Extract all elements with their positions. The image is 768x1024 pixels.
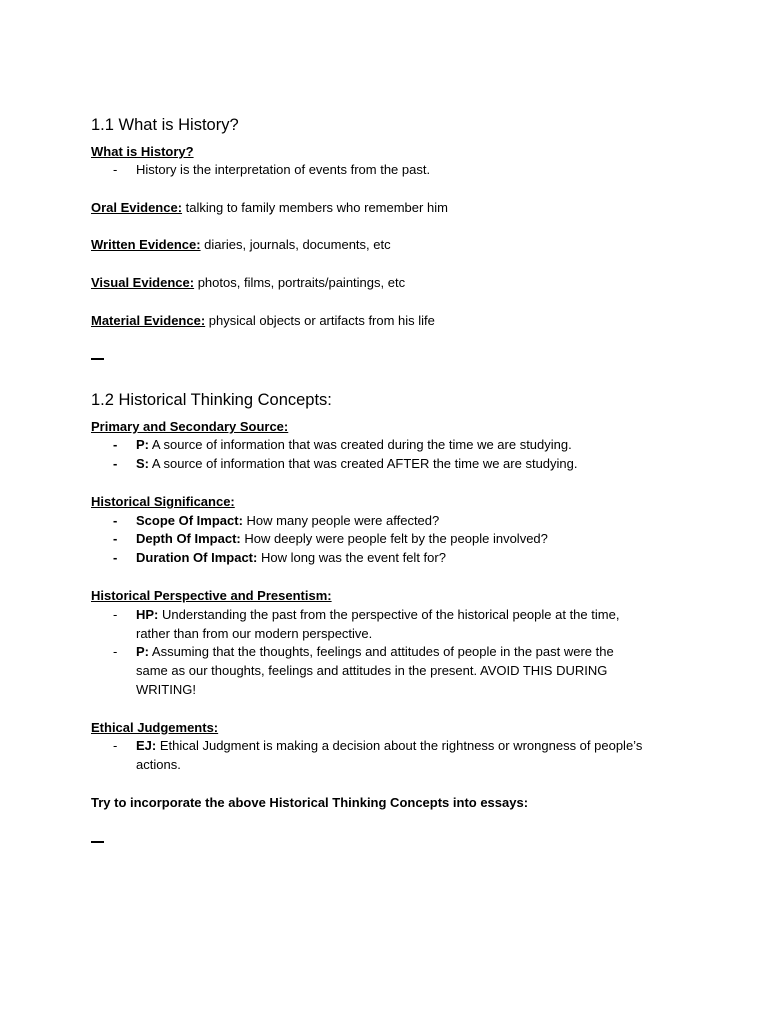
primary-secondary-label: Primary and Secondary Source: <box>91 419 289 434</box>
list-dash: - <box>113 644 118 659</box>
material-evidence-text: physical objects or artifacts from his life <box>205 313 435 328</box>
list-item-continuation: same as our thoughts, feelings and attitudes in the present. AVOID THIS DURING <box>136 663 608 678</box>
item-key: Scope Of Impact: <box>136 513 243 528</box>
item-key: EJ: <box>136 738 157 753</box>
what-is-history-label: What is History? <box>91 144 194 159</box>
section-divider <box>91 841 104 843</box>
list-item <box>136 512 686 530</box>
what-is-history-item: History is the interpretation of events from the past. <box>136 162 431 177</box>
oral-evidence-label: Oral Evidence: <box>91 200 183 215</box>
item-text: A source of information that was created during the time we are studying. <box>149 437 572 452</box>
item-key: Duration Of Impact: <box>136 550 258 565</box>
list-dash: - <box>113 738 118 753</box>
oral-evidence-line <box>91 199 448 217</box>
section-divider <box>91 358 104 360</box>
closing-note: Try to incorporate the above Historical Thinking Concepts into essays: <box>91 795 529 810</box>
written-evidence-line <box>91 236 391 254</box>
item-text: A source of information that was created AFTER the time we are studying. <box>149 456 578 471</box>
list-item <box>136 436 686 454</box>
list-item <box>136 643 686 661</box>
visual-evidence-label: Visual Evidence: <box>91 275 195 290</box>
item-text: Understanding the past from the perspective of the historical people at the time, <box>158 607 620 622</box>
visual-evidence-text: photos, films, portraits/paintings, etc <box>194 275 406 290</box>
item-key: Depth Of Impact: <box>136 531 241 546</box>
material-evidence-line <box>91 312 435 330</box>
item-key: P: <box>136 437 149 452</box>
item-text: Ethical Judgment is making a decision about the rightness or wrongness of people’s <box>156 738 643 753</box>
item-text: Assuming that the thoughts, feelings and attitudes of people in the past were the <box>149 644 614 659</box>
list-item <box>136 530 686 548</box>
written-evidence-text: diaries, journals, documents, etc <box>200 237 391 252</box>
item-text: How many people were affected? <box>242 513 440 528</box>
significance-label: Historical Significance: <box>91 494 235 509</box>
section-heading-1-1: 1.1 What is History? <box>91 116 239 134</box>
item-key: HP: <box>136 607 159 622</box>
list-item-continuation: actions. <box>136 757 181 772</box>
list-item <box>136 737 686 755</box>
written-evidence-label: Written Evidence: <box>91 237 201 252</box>
section-heading-1-2: 1.2 Historical Thinking Concepts: <box>91 391 332 409</box>
list-item-continuation: rather than from our modern perspective. <box>136 626 373 641</box>
oral-evidence-text: talking to family members who remember him <box>182 200 448 215</box>
item-text: How long was the event felt for? <box>257 550 446 565</box>
visual-evidence-line <box>91 274 405 292</box>
ethical-label: Ethical Judgements: <box>91 720 219 735</box>
list-dash: - <box>113 437 118 452</box>
perspective-label: Historical Perspective and Presentism: <box>91 588 332 603</box>
list-dash: - <box>113 550 118 565</box>
list-dash: - <box>113 456 118 471</box>
list-item-continuation: WRITING! <box>136 682 196 697</box>
list-item <box>136 549 686 567</box>
list-dash: - <box>113 162 118 177</box>
material-evidence-label: Material Evidence: <box>91 313 206 328</box>
list-dash: - <box>113 513 118 528</box>
item-key: S: <box>136 456 149 471</box>
list-item <box>136 606 686 624</box>
item-text: How deeply were people felt by the people involved? <box>240 531 548 546</box>
item-key: P: <box>136 644 149 659</box>
list-dash: - <box>113 607 118 622</box>
list-item <box>136 455 686 473</box>
list-dash: - <box>113 531 118 546</box>
